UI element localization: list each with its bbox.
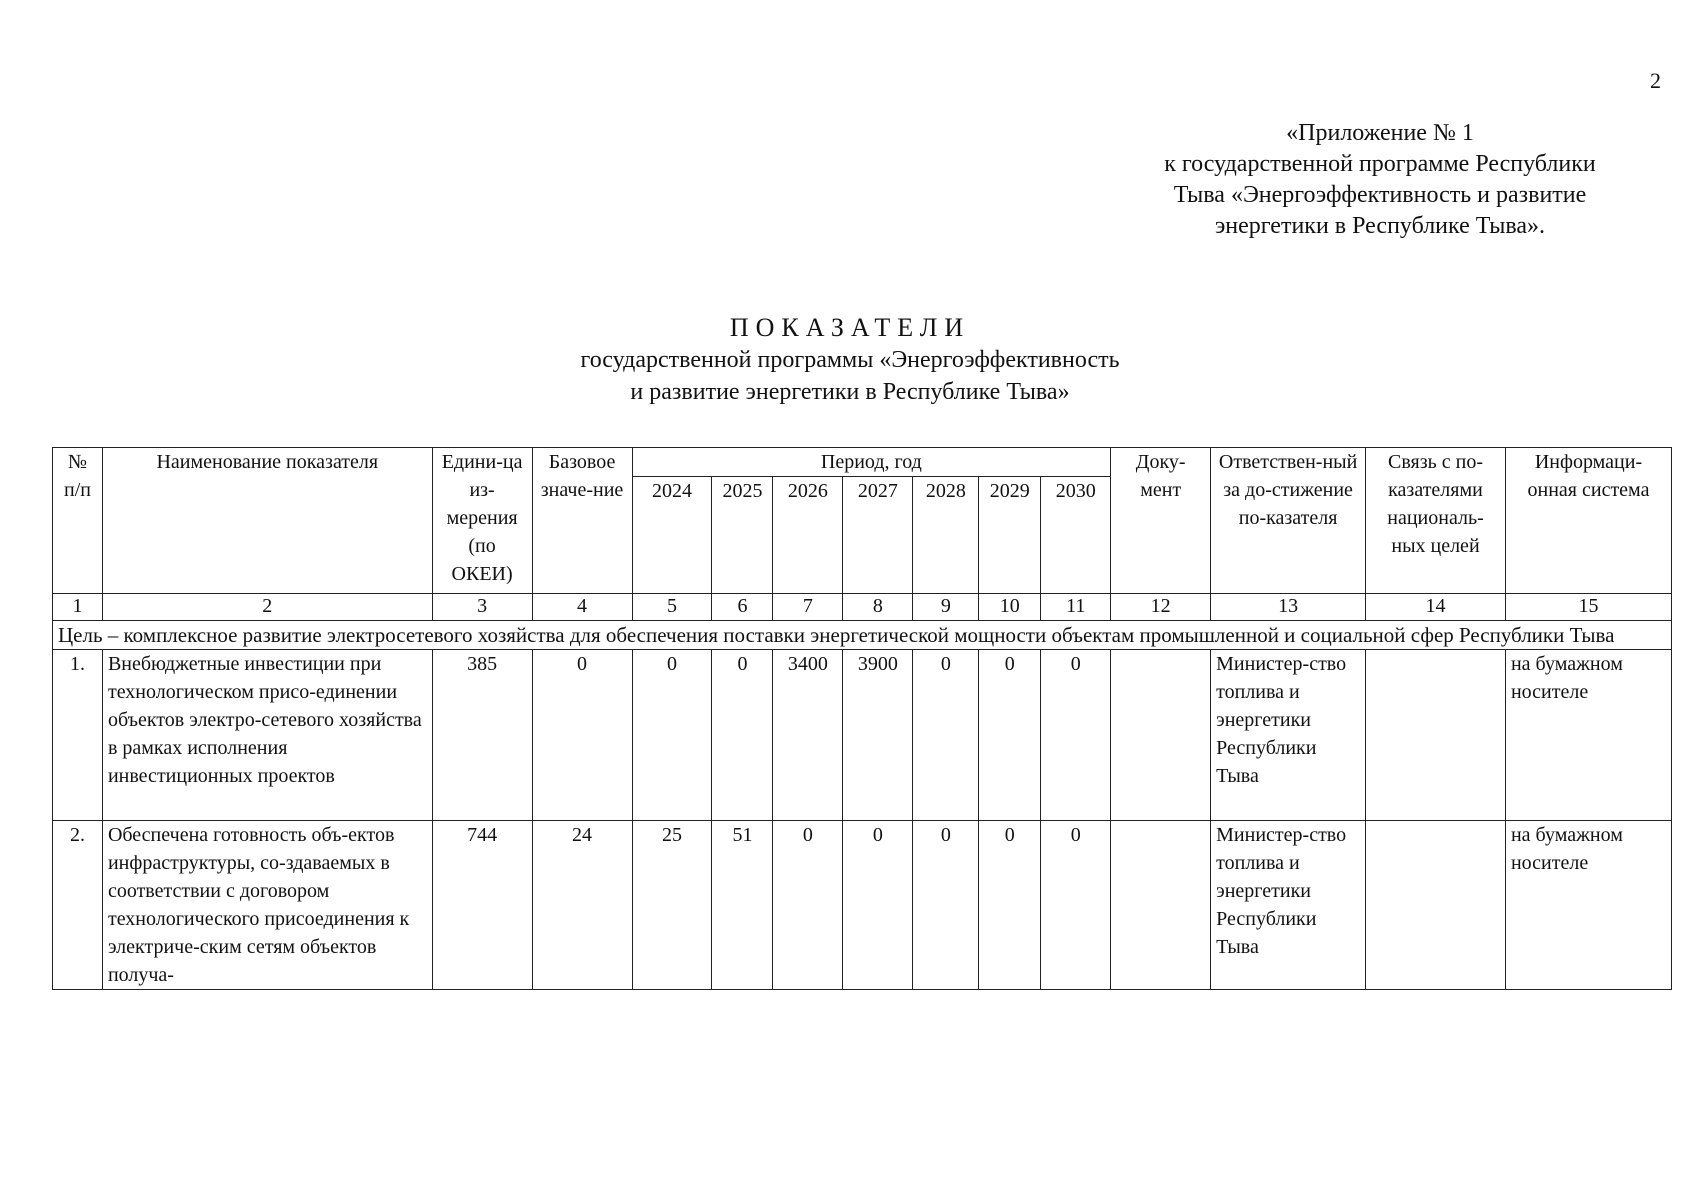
column-number: 5 — [632, 594, 712, 621]
heading-line-2: государственной программы «Энергоэффективность — [580, 347, 1120, 373]
table-row — [53, 821, 1672, 990]
column-number: 10 — [979, 594, 1041, 621]
row-num: 2. — [53, 821, 103, 990]
year-header: 2029 — [979, 477, 1041, 594]
appendix-line-2: к государственной программе Республики — [1164, 151, 1596, 177]
row-link — [1366, 821, 1506, 990]
row-year-value: 25 — [632, 821, 712, 990]
row-responsible: Министер-ство топлива и энергетики Республики Тыва — [1211, 821, 1366, 990]
column-number: 1 — [53, 594, 103, 621]
column-number: 3 — [432, 594, 532, 621]
row-infosys: на бумажном носителе — [1505, 821, 1671, 990]
table-row — [53, 650, 1672, 821]
header-row — [53, 448, 1672, 477]
row-infosys: на бумажном носителе — [1505, 650, 1671, 821]
row-base: 24 — [532, 821, 632, 990]
row-year-value: 0 — [979, 821, 1041, 990]
year-header: 2030 — [1041, 477, 1111, 594]
year-header: 2024 — [632, 477, 712, 594]
goal-row — [53, 621, 1672, 650]
column-number: 8 — [843, 594, 913, 621]
year-header: 2027 — [843, 477, 913, 594]
row-name: Обеспечена готовность объ-ектов инфраструктуры, со-здаваемых в соответствии с договором технологического присоединения к электриче-ским сетям объектов получа- — [102, 821, 432, 990]
column-number: 12 — [1111, 594, 1211, 621]
row-year-value: 0 — [632, 650, 712, 821]
column-number: 7 — [773, 594, 843, 621]
row-year-value: 3400 — [773, 650, 843, 821]
column-number-row — [53, 594, 1672, 621]
row-year-value: 51 — [712, 821, 773, 990]
header-infosys: Информаци-онная система — [1505, 448, 1671, 594]
row-doc — [1111, 650, 1211, 821]
row-num: 1. — [53, 650, 103, 821]
column-number: 6 — [712, 594, 773, 621]
row-link — [1366, 650, 1506, 821]
heading-line-3: и развитие энергетики в Республике Тыва» — [630, 379, 1070, 405]
page-number: 2 — [1650, 68, 1661, 93]
column-number: 14 — [1366, 594, 1506, 621]
row-year-value: 0 — [843, 821, 913, 990]
column-number: 2 — [102, 594, 432, 621]
appendix-line-1: «Приложение № 1 — [1286, 120, 1474, 146]
appendix-line-4: энергетики в Республике Тыва». — [1214, 213, 1545, 239]
document-heading — [300, 312, 1400, 408]
row-year-value: 0 — [979, 650, 1041, 821]
year-header: 2028 — [913, 477, 979, 594]
appendix-line-3: Тыва «Энергоэффективность и развитие — [1173, 182, 1587, 208]
year-header: 2025 — [712, 477, 773, 594]
row-responsible: Министер-ство топлива и энергетики Республики Тыва — [1211, 650, 1366, 821]
indicators-table — [52, 447, 1672, 990]
header-base: Базовое значе-ние — [532, 448, 632, 594]
row-year-value: 0 — [1041, 650, 1111, 821]
column-number: 11 — [1041, 594, 1111, 621]
row-year-value: 3900 — [843, 650, 913, 821]
row-base: 0 — [532, 650, 632, 821]
header-unit: Едини-ца из-мерения (по ОКЕИ) — [432, 448, 532, 594]
column-number: 15 — [1505, 594, 1671, 621]
row-year-value: 0 — [913, 821, 979, 990]
row-unit: 744 — [432, 821, 532, 990]
header-period: Период, год — [632, 448, 1111, 477]
heading-title: ПОКАЗАТЕЛИ — [729, 313, 971, 342]
header-link: Связь с по-казателями националь-ных целей — [1366, 448, 1506, 594]
appendix-note — [1100, 118, 1660, 242]
row-year-value: 0 — [1041, 821, 1111, 990]
row-year-value: 0 — [913, 650, 979, 821]
row-doc — [1111, 821, 1211, 990]
row-name: Внебюджетные инвестиции при технологическом присо-единении объектов электро-сетевого хозяйства в рамках исполнения инвестиционных проектов — [102, 650, 432, 821]
header-doc: Доку-мент — [1111, 448, 1211, 594]
year-header: 2026 — [773, 477, 843, 594]
goal-text: Цель – комплексное развитие электросетевого хозяйства для обеспечения поставки энергетической мощности объектам промышленной и социальной сфер Республики Тыва — [53, 621, 1672, 650]
row-year-value: 0 — [773, 821, 843, 990]
column-number: 4 — [532, 594, 632, 621]
column-number: 13 — [1211, 594, 1366, 621]
header-name: Наименование показателя — [102, 448, 432, 594]
column-number: 9 — [913, 594, 979, 621]
header-responsible: Ответствен-ный за до-стижение по-казателя — [1211, 448, 1366, 594]
row-year-value: 0 — [712, 650, 773, 821]
row-unit: 385 — [432, 650, 532, 821]
header-num: № п/п — [53, 448, 103, 594]
